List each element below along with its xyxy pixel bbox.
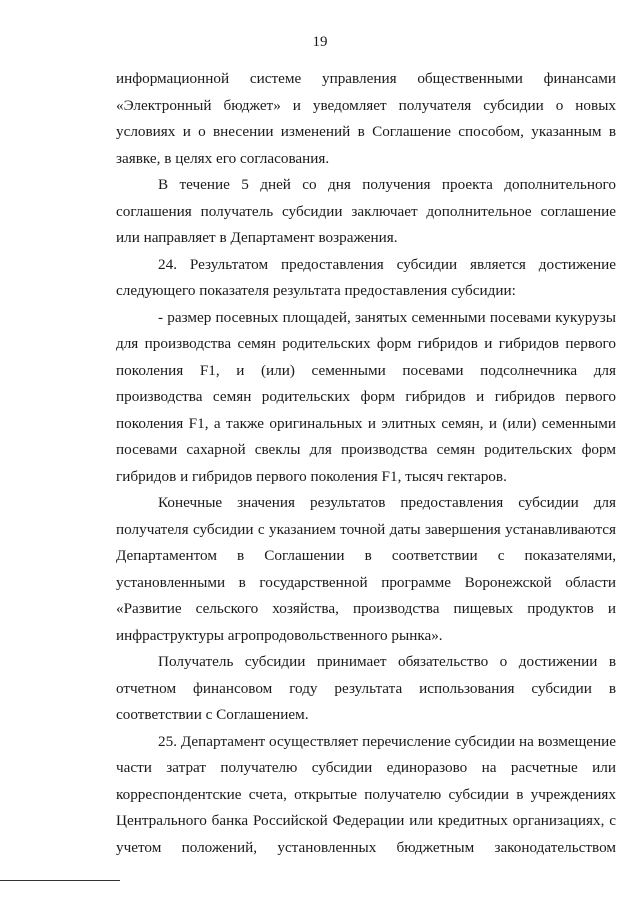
document-body [116, 66, 616, 861]
paragraph-sowing-area-item: - размер посевных площадей, занятых семенными посевами кукурузы для производства семян родительских форм гибридов и гибридов первого поколения F1, и (или) семенными посевами подсолнечника для производства семян родительских форм гибридов и гибридов первого поколения F1, а также оригинальных и элитных семян, и (или) семенными посевами сахарной свеклы для производства семян родительских форм гибридов и гибридов первого поколения F1, тысяч гектаров. [116, 308, 616, 485]
paragraph-24-result: 24. Результатом предоставления субсидии является достижение следующего показателя результата предоставления субсидии: [116, 255, 616, 299]
footer-divider [0, 880, 120, 881]
paragraph-obligation: Получатель субсидии принимает обязательство о достижении в отчетном финансовом году результата использования субсидии в соответствии с Соглашением. [116, 653, 616, 723]
paragraph-25-transfer: 25. Департамент осуществляет перечисление субсидии на возмещение части затрат получателю субсидии единоразово на расчетные или корреспондентские счета, открытые получателю субсидии в учреждениях Центрального банка Российской Федерации или кредитных организациях, с учетом положений, установленных бюджетным законодательством [116, 732, 616, 856]
paragraph-continuation: информационной системе управления общественными финансами «Электронный бюджет» и уведомляет получателя субсидии о новых условиях и о внесении изменений в Соглашение способом, указанным в заявке, в целях его согласования. [116, 70, 616, 167]
paragraph-final-values: Конечные значения результатов предоставления субсидии для получателя субсидии с указанием точной даты завершения устанавливаются Департаментом в Соглашении в соответствии с показателями, установленными в государственной программе Воронежской области «Развитие сельского хозяйства, производства пищевых продуктов и инфраструктуры агропродовольственного рынка». [116, 494, 616, 644]
page-number: 19 [312, 34, 328, 50]
paragraph-additional-agreement: В течение 5 дней со дня получения проекта дополнительного соглашения получатель субсидии заключает дополнительное соглашение или направляет в Департамент возражения. [116, 176, 616, 246]
